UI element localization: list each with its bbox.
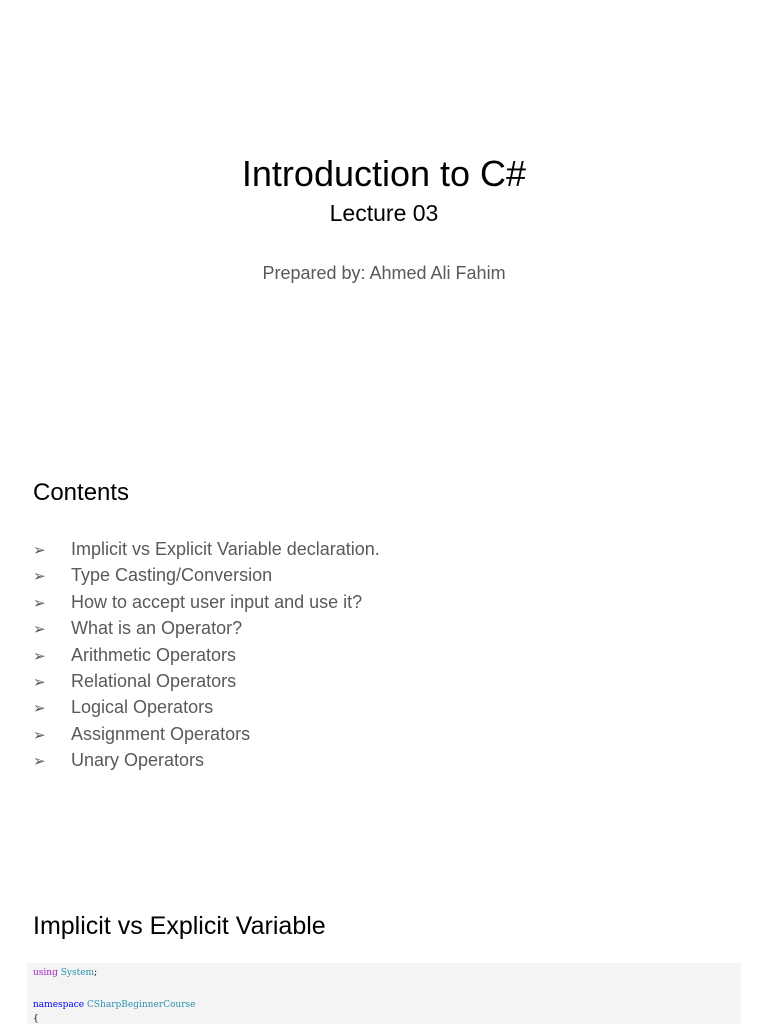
contents-slide	[0, 440, 768, 840]
section-heading: Implicit vs Explicit Variable	[33, 912, 326, 940]
code-punctuation: ;	[94, 968, 98, 978]
contents-item-label: Relational Operators	[71, 670, 237, 691]
arrow-bullet-icon: ➢	[33, 541, 46, 559]
contents-heading: Contents	[33, 479, 130, 506]
contents-item	[33, 562, 380, 588]
presentation-title: Introduction to C#	[241, 153, 527, 194]
code-keyword: namespace	[33, 1000, 85, 1010]
code-namespace-name: System	[60, 968, 95, 978]
contents-list	[33, 536, 380, 774]
contents-item	[33, 694, 380, 720]
arrow-bullet-icon: ➢	[33, 567, 46, 586]
contents-item-label: How to accept user input and use it?	[71, 591, 363, 612]
contents-item	[33, 642, 380, 668]
code-line: {	[33, 1014, 39, 1024]
code-line	[33, 999, 195, 1011]
contents-item-label: Type Casting/Conversion	[71, 565, 273, 586]
contents-item	[33, 721, 380, 747]
arrow-bullet-icon: ➢	[33, 646, 46, 665]
contents-item	[33, 615, 380, 641]
contents-item-label: Unary Operators	[71, 750, 205, 771]
contents-item-label: Arithmetic Operators	[71, 644, 237, 665]
contents-item-label: What is an Operator?	[71, 618, 243, 639]
contents-item-label: Logical Operators	[71, 697, 214, 718]
contents-item-label: Assignment Operators	[71, 723, 251, 744]
code-block	[27, 963, 741, 1024]
contents-item	[33, 589, 380, 615]
arrow-bullet-icon: ➢	[33, 752, 46, 771]
contents-item-label: Implicit vs Explicit Variable declaration.	[71, 539, 380, 559]
code-namespace-name: CSharpBeginnerCourse	[87, 1000, 196, 1010]
author-line: Prepared by: Ahmed Ali Fahim	[262, 263, 506, 283]
contents-item	[33, 747, 380, 773]
implicit-explicit-slide	[0, 890, 768, 1024]
arrow-bullet-icon: ➢	[33, 620, 46, 639]
arrow-bullet-icon: ➢	[33, 593, 46, 612]
arrow-bullet-icon: ➢	[33, 725, 46, 744]
arrow-bullet-icon: ➢	[33, 699, 46, 718]
code-keyword: using	[33, 968, 58, 978]
code-line	[33, 967, 97, 979]
lecture-subtitle: Lecture 03	[329, 200, 439, 226]
arrow-bullet-icon: ➢	[33, 672, 46, 691]
contents-item	[33, 536, 380, 562]
contents-item	[33, 668, 380, 694]
title-slide	[0, 0, 768, 430]
